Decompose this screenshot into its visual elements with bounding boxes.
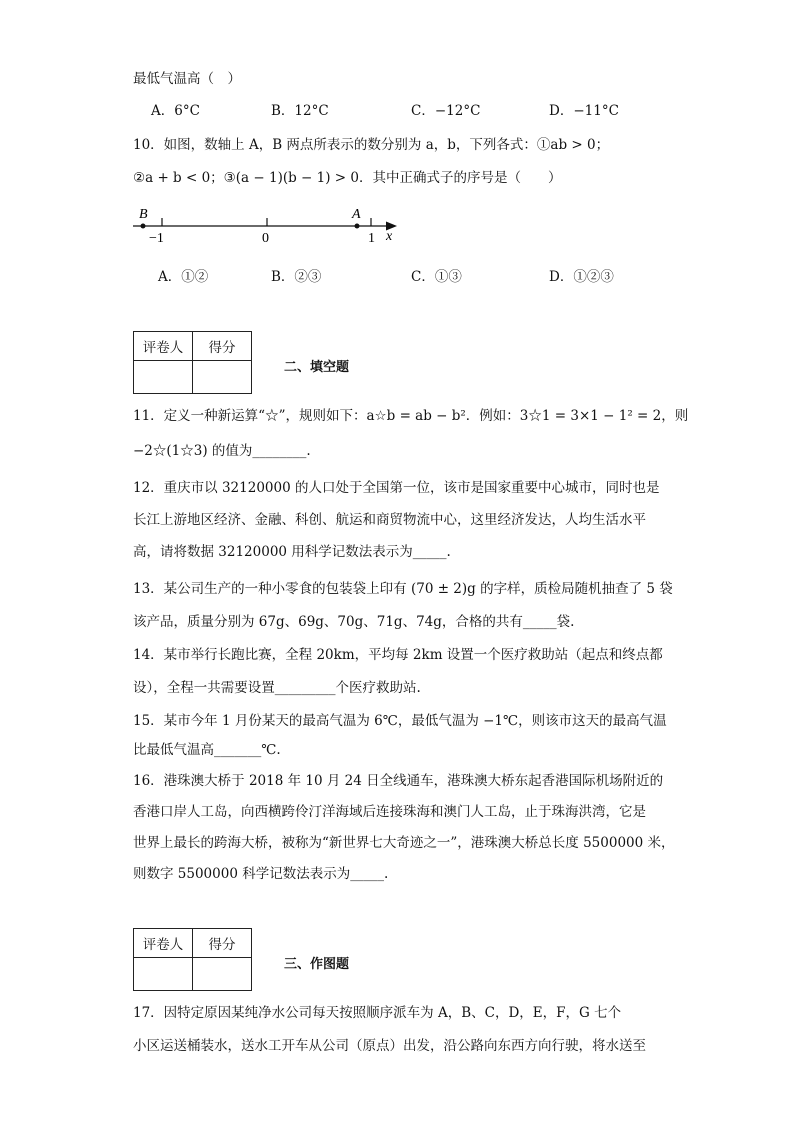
tick-label-0: 0 [262,231,269,246]
q10-option-d: D．①②③ [549,269,614,285]
q17-line1: 17．因特定原因某纯净水公司每天按照顺序派车为 A，B、C，D，E，F，G 七个 [133,1005,622,1021]
q12-line3: 高，请将数据 32120000 用科学记数法表示为_____. [133,544,451,560]
score-header: 得分 [193,332,252,361]
q13-line1: 13．某公司生产的一种小零食的包装袋上印有 (70 ± 2)g 的字样，质检局随机抽查了 5 袋 [133,581,673,597]
q16-line2: 香港口岸人工岛，向西横跨伶汀洋海域后连接珠海和澳门人工岛，止于珠海洪湾，它是 [133,804,646,820]
q9-option-c: C．−12°C [411,103,481,119]
q10-line2: ②a + b < 0；③(a − 1)(b − 1) > 0．其中正确式子的序号是（ ） [133,170,562,186]
q16-line1: 16．港珠澳大桥于 2018 年 10 月 24 日全线通车，港珠澳大桥东起香港国际机场附近的 [133,773,664,789]
q16-line3: 世界上最长的跨海大桥，被称为“新世界七大奇迹之一”，港珠澳大桥总长度 5500000 米， [133,835,675,851]
point-b-label: B [139,207,148,222]
q10-option-a: A．①② [158,269,209,285]
q9-option-b: B．12°C [271,103,329,119]
q13-line2: 该产品，质量分别为 67g、69g、70g、71g、74g，合格的共有_____袋. [133,614,575,630]
grader-table-section2 [133,331,252,394]
grader-table-section3 [133,928,252,991]
q11-line1: 11．定义一种新运算“☆”，规则如下：a☆b = ab − b²．例如：3☆1 = 3×1 − 1² = 2，则 [133,408,689,424]
number-line-figure [125,198,410,248]
q10-option-c: C．①③ [411,269,462,285]
tick-label-1: 1 [368,231,375,246]
q14-line2: 设），全程一共需要设置_________个医疗救助站. [133,680,421,696]
axis-label-x: x [386,229,393,244]
q14-line1: 14．某市举行长跑比赛，全程 20km，平均每 2km 设置一个医疗救助站（起点和终点都 [133,647,663,663]
point-a-label: A [352,207,361,222]
section2-title: 二、填空题 [284,360,350,375]
q15-line2: 比最低气温高_______℃. [133,742,281,758]
score-cell[interactable] [193,361,252,394]
grader-cell[interactable] [134,958,193,991]
section3-title: 三、作图题 [284,957,350,972]
q12-line1: 12．重庆市以 32120000 的人口处于全国第一位，该市是国家重要中心城市，同时也是 [133,480,660,496]
q15-line1: 15．某市今年 1 月份某天的最高气温为 6℃，最低气温为 −1℃，则该市这天的最高气温 [133,713,667,729]
grader-header: 评卷人 [134,929,193,958]
score-header: 得分 [193,929,252,958]
tick-label-neg1: −1 [149,231,164,246]
q9-tail: 最低气温高（ ） [133,71,241,87]
point-b-dot [141,224,146,229]
q16-line4: 则数字 5500000 科学记数法表示为_____. [133,866,389,882]
grader-cell[interactable] [134,361,193,394]
q9-option-d: D．−11°C [549,103,619,119]
q17-line2: 小区运送桶装水，送水工开车从公司（原点）出发，沿公路向东西方向行驶，将水送至 [133,1038,646,1054]
q9-option-a: A．6°C [151,103,200,119]
point-a-dot [355,224,360,229]
q12-line2: 长江上游地区经济、金融、科创、航运和商贸物流中心，这里经济发达，人均生活水平 [133,512,646,528]
grader-header: 评卷人 [134,332,193,361]
score-cell[interactable] [193,958,252,991]
q10-line1: 10．如图，数轴上 A，B 两点所表示的数分别为 a，b，下列各式：①ab > 0； [133,137,610,153]
q11-line2: −2☆(1☆3) 的值为________. [133,443,311,459]
q10-option-b: B．②③ [271,269,322,285]
